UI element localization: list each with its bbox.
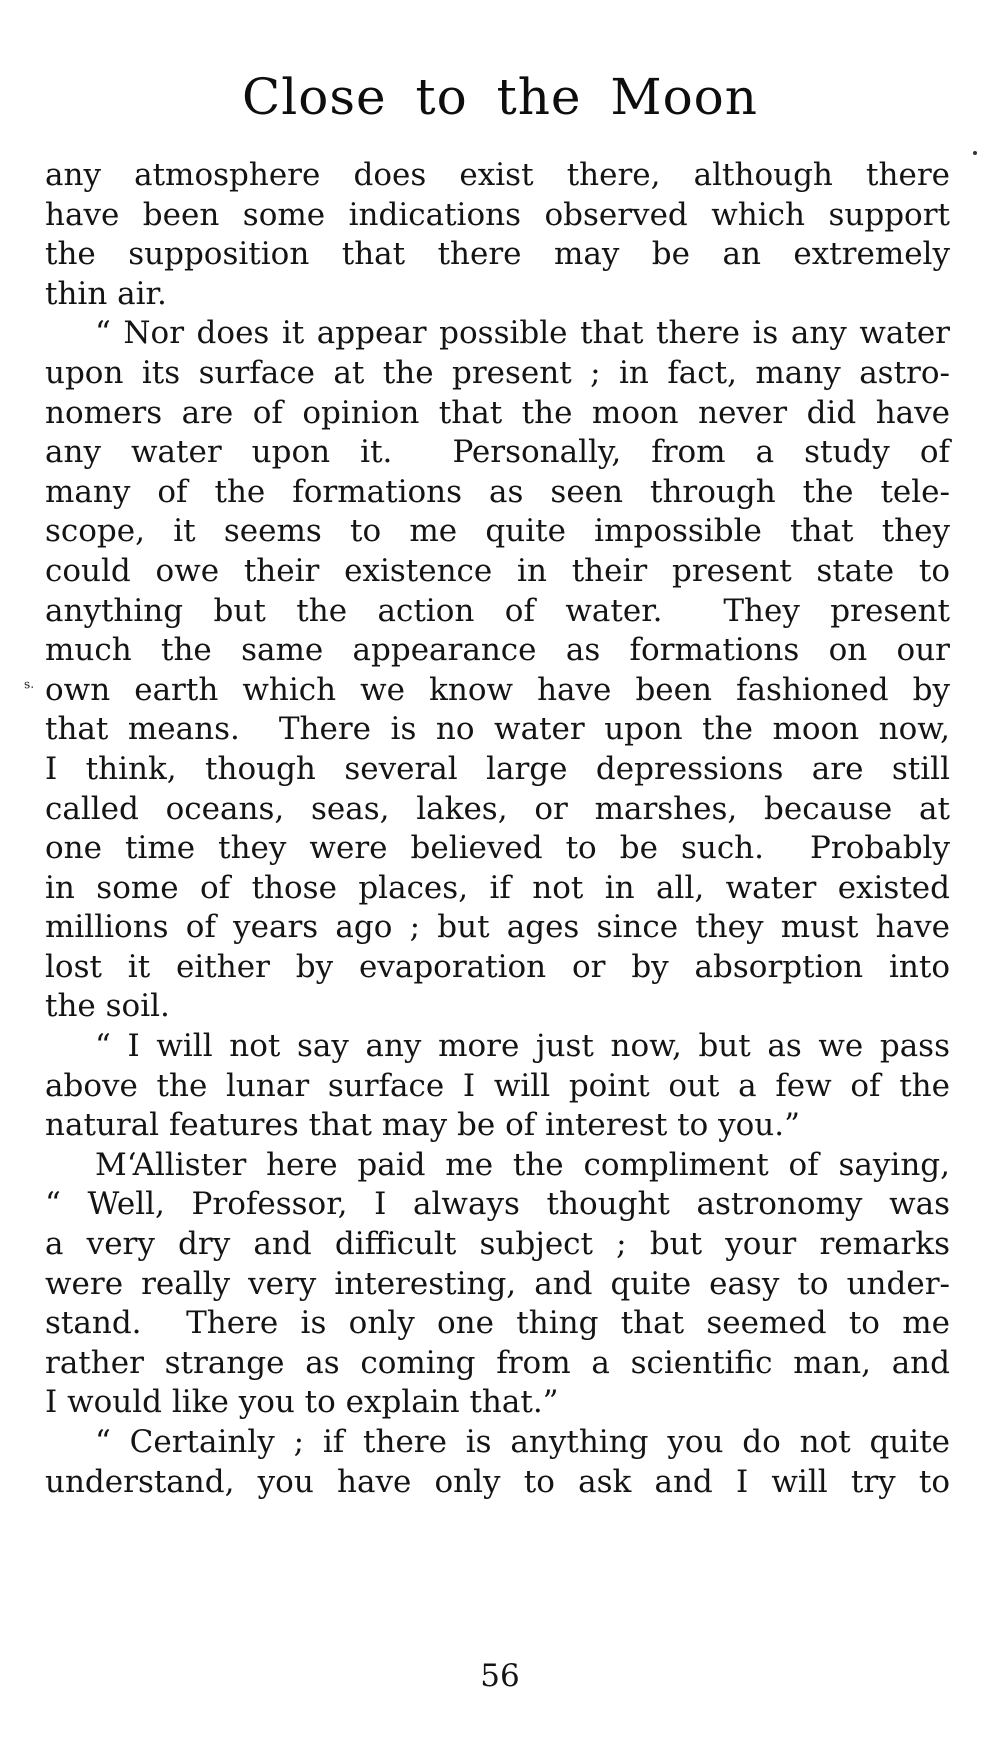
text-line: I would like you to explain that.”: [45, 1384, 559, 1421]
text-line: that means. There is no water upon the moon now,: [45, 711, 950, 748]
text-line: any water upon it. Personally, from a study of: [45, 434, 950, 471]
text-line: own earth which we know have been fashioned by: [45, 671, 950, 708]
text-line: natural features that may be of interest to you.”: [45, 1107, 800, 1144]
text-line: upon its surface at the present ; in fact, many astro-: [45, 354, 950, 391]
text-line: the supposition that there may be an extremely: [45, 236, 950, 273]
paragraph: [45, 314, 950, 1027]
text-line: rather strange as coming from a scientific man, and: [45, 1344, 950, 1381]
print-artifact-right: [973, 151, 977, 155]
text-line: I think, though several large depressions are still: [45, 750, 950, 787]
text-line: anything but the action of water. They present: [45, 592, 950, 629]
text-line: M‘Allister here paid me the compliment of saying,: [95, 1146, 950, 1183]
paragraph: [45, 1423, 950, 1502]
text-line: in some of those places, if not in all, water existed: [45, 869, 950, 906]
text-line: any atmosphere does exist there, although there: [45, 157, 950, 193]
text-line: many of the formations as seen through the tele-: [45, 473, 950, 510]
text-line: were really very interesting, and quite easy to under-: [45, 1265, 950, 1302]
text-line: nomers are of opinion that the moon never did have: [45, 394, 950, 431]
text-line: one time they were believed to be such. Probably: [45, 830, 950, 867]
print-artifact-left: s.: [23, 676, 35, 692]
text-line: could owe their existence in their present state to: [45, 552, 950, 589]
paragraph: [45, 1146, 950, 1423]
page-number: 56: [480, 1658, 520, 1694]
text-line: millions of years ago ; but ages since they must have: [45, 909, 950, 946]
text-line: lost it either by evaporation or by absorption into: [45, 948, 950, 985]
text-line: above the lunar surface I will point out a few of the: [45, 1067, 950, 1104]
paragraph: [45, 156, 950, 314]
page-body: [45, 156, 950, 1502]
text-line: have been some indications observed which support: [45, 196, 950, 233]
text-line: “ I will not say any more just now, but as we pass: [95, 1028, 950, 1065]
chapter-title: Close to the Moon: [242, 68, 758, 126]
text-line: “ Certainly ; if there is anything you do not quite: [95, 1424, 950, 1460]
text-line: the soil.: [45, 988, 170, 1025]
text-line: thin air.: [45, 275, 167, 312]
text-line: a very dry and difficult subject ; but your remarks: [45, 1226, 950, 1263]
text-line: scope, it seems to me quite impossible that they: [45, 513, 950, 550]
text-line: stand. There is only one thing that seemed to me: [45, 1305, 950, 1342]
text-line: “ Well, Professor, I always thought astronomy was: [45, 1186, 950, 1223]
text-line: much the same appearance as formations on our: [45, 632, 950, 669]
text-line: understand, you have only to ask and I will try to: [45, 1463, 950, 1500]
paragraph: [45, 1027, 950, 1146]
text-line: called oceans, seas, lakes, or marshes, because at: [45, 790, 950, 827]
text-line: “ Nor does it appear possible that there is any water: [95, 315, 950, 352]
